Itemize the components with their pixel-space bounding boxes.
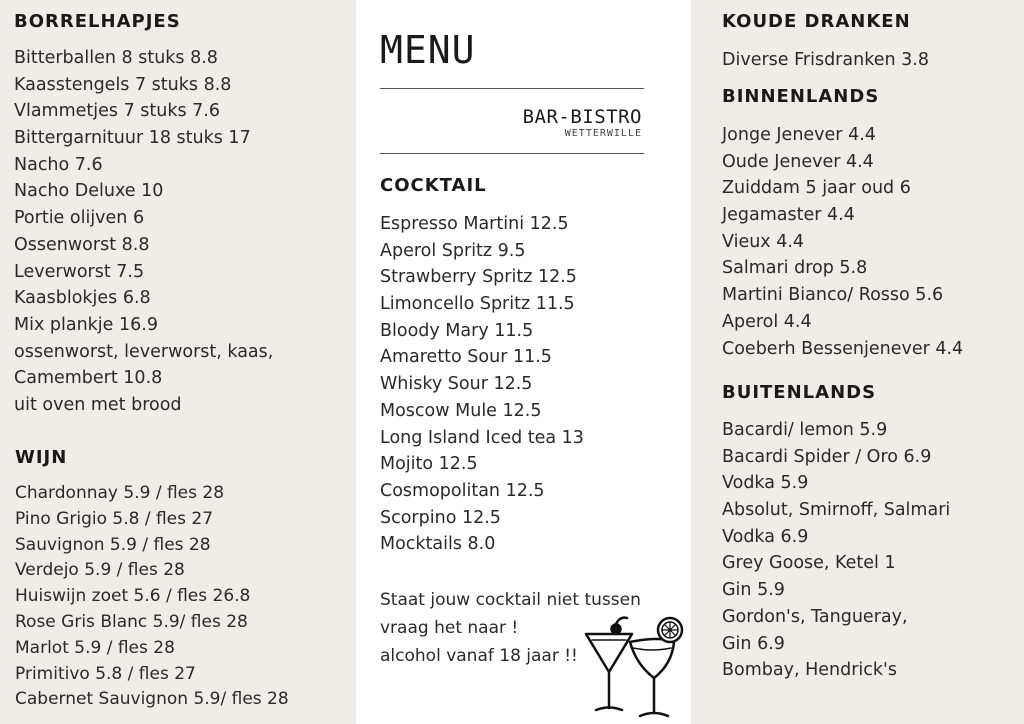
binnenlands-list [722,122,963,362]
list-item: Bitterballen 8 stuks 8.8 [14,48,218,68]
list-item: Oude Jenever 4.4 [722,151,874,172]
borrelhapjes-heading: BORRELHAPJES [14,11,181,32]
list-item: Nacho 7.6 [14,154,103,175]
list-item: Diverse Frisdranken 3.8 [722,50,929,70]
list-item: Mix plankje 16.9 [14,314,158,335]
cocktail-glasses-icon [580,612,690,724]
list-item: Leverworst 7.5 [14,261,145,282]
list-item: Primitivo 5.8 / fles 27 [15,663,196,684]
list-item: Ossenworst 8.8 [14,234,150,255]
list-item: Jonge Jenever 4.4 [722,125,876,145]
buitenlands-heading: BUITENLANDS [722,382,877,403]
list-item: Mojito 12.5 [380,454,478,475]
list-item: Whisky Sour 12.5 [380,374,533,395]
list-item: Amaretto Sour 11.5 [380,347,552,368]
divider [380,88,644,89]
list-item: Espresso Martini 12.5 [380,214,569,234]
list-item: Martini Bianco/ Rosso 5.6 [722,285,944,306]
list-item: Camembert 10.8 [14,368,163,389]
koude-dranken-heading: KOUDE DRANKEN [722,11,911,32]
list-item: Aperol 4.4 [722,311,812,332]
list-item: Grey Goose, Ketel 1 [722,553,896,574]
list-item: uit oven met brood [14,394,182,415]
wijn-list [15,481,289,713]
list-item: Long Island Iced tea 13 [380,427,584,448]
list-item: Marlot 5.9 / fles 28 [15,637,175,658]
cocktail-list [380,211,584,558]
list-item: Bombay, Hendrick's [722,660,897,681]
list-item: Cabernet Sauvignon 5.9/ fles 28 [15,689,289,710]
list-item: Coeberh Bessenjenever 4.4 [722,338,964,359]
list-item: Bittergarnituur 18 stuks 17 [14,128,251,149]
list-item: Sauvignon 5.9 / fles 28 [15,534,211,555]
list-item: Vodka 6.9 [722,526,809,547]
list-item: Rose Gris Blanc 5.9/ fles 28 [15,611,248,632]
cocktail-heading: COCKTAIL [380,175,487,196]
binnenlands-heading: BINNENLANDS [722,86,880,107]
list-item: Bacardi/ lemon 5.9 [722,420,888,440]
list-item: Absolut, Smirnoff, Salmari [722,500,951,521]
menu-title: MENU [380,28,476,72]
list-item: Limoncello Spritz 11.5 [380,294,575,315]
list-item: Zuiddam 5 jaar oud 6 [722,178,911,199]
left-panel [0,0,356,724]
list-item: Nacho Deluxe 10 [14,181,164,202]
brand-subtitle: WETTERWILLE [564,128,642,139]
list-item: Pino Grigio 5.8 / fles 27 [15,508,214,529]
list-item: Gin 6.9 [722,633,785,654]
list-item: Gordon's, Tangueray, [722,606,908,627]
list-item: Vodka 5.9 [722,473,809,494]
list-item: ossenworst, leverworst, kaas, [14,341,274,362]
divider [380,153,644,154]
list-item: Chardonnay 5.9 / fles 28 [15,483,225,503]
right-panel [691,0,1024,724]
list-item: Kaasblokjes 6.8 [14,288,151,309]
note-line: alcohol vanaf 18 jaar !! [380,646,578,666]
list-item: Vlammetjes 7 stuks 7.6 [14,101,221,122]
list-item: Strawberry Spritz 12.5 [380,267,577,288]
list-item: Gin 5.9 [722,580,785,601]
note-line: Staat jouw cocktail niet tussen [380,590,641,610]
list-item: Cosmopolitan 12.5 [380,480,545,501]
list-item: Kaasstengels 7 stuks 8.8 [14,74,232,95]
list-item: Scorpino 12.5 [380,507,501,528]
brand-name: BAR-BISTRO [522,106,642,128]
buitenlands-list [722,417,950,684]
wijn-heading: WIJN [15,447,68,468]
list-item: Mocktails 8.0 [380,534,496,555]
list-item: Bloody Mary 11.5 [380,320,534,341]
list-item: Bacardi Spider / Oro 6.9 [722,446,932,467]
borrelhapjes-list [14,45,273,419]
list-item: Vieux 4.4 [722,231,805,252]
list-item: Aperol Spritz 9.5 [380,240,526,261]
list-item: Portie olijven 6 [14,208,145,229]
list-item: Huiswijn zoet 5.6 / fles 26.8 [15,586,251,607]
brand-block [523,106,642,140]
note-line: vraag het naar ! [380,618,519,638]
list-item: Salmari drop 5.8 [722,258,868,279]
list-item: Verdejo 5.9 / fles 28 [15,560,185,581]
list-item: Moscow Mule 12.5 [380,400,542,421]
list-item: Jegamaster 4.4 [722,205,855,226]
koude-dranken-list [722,47,929,74]
